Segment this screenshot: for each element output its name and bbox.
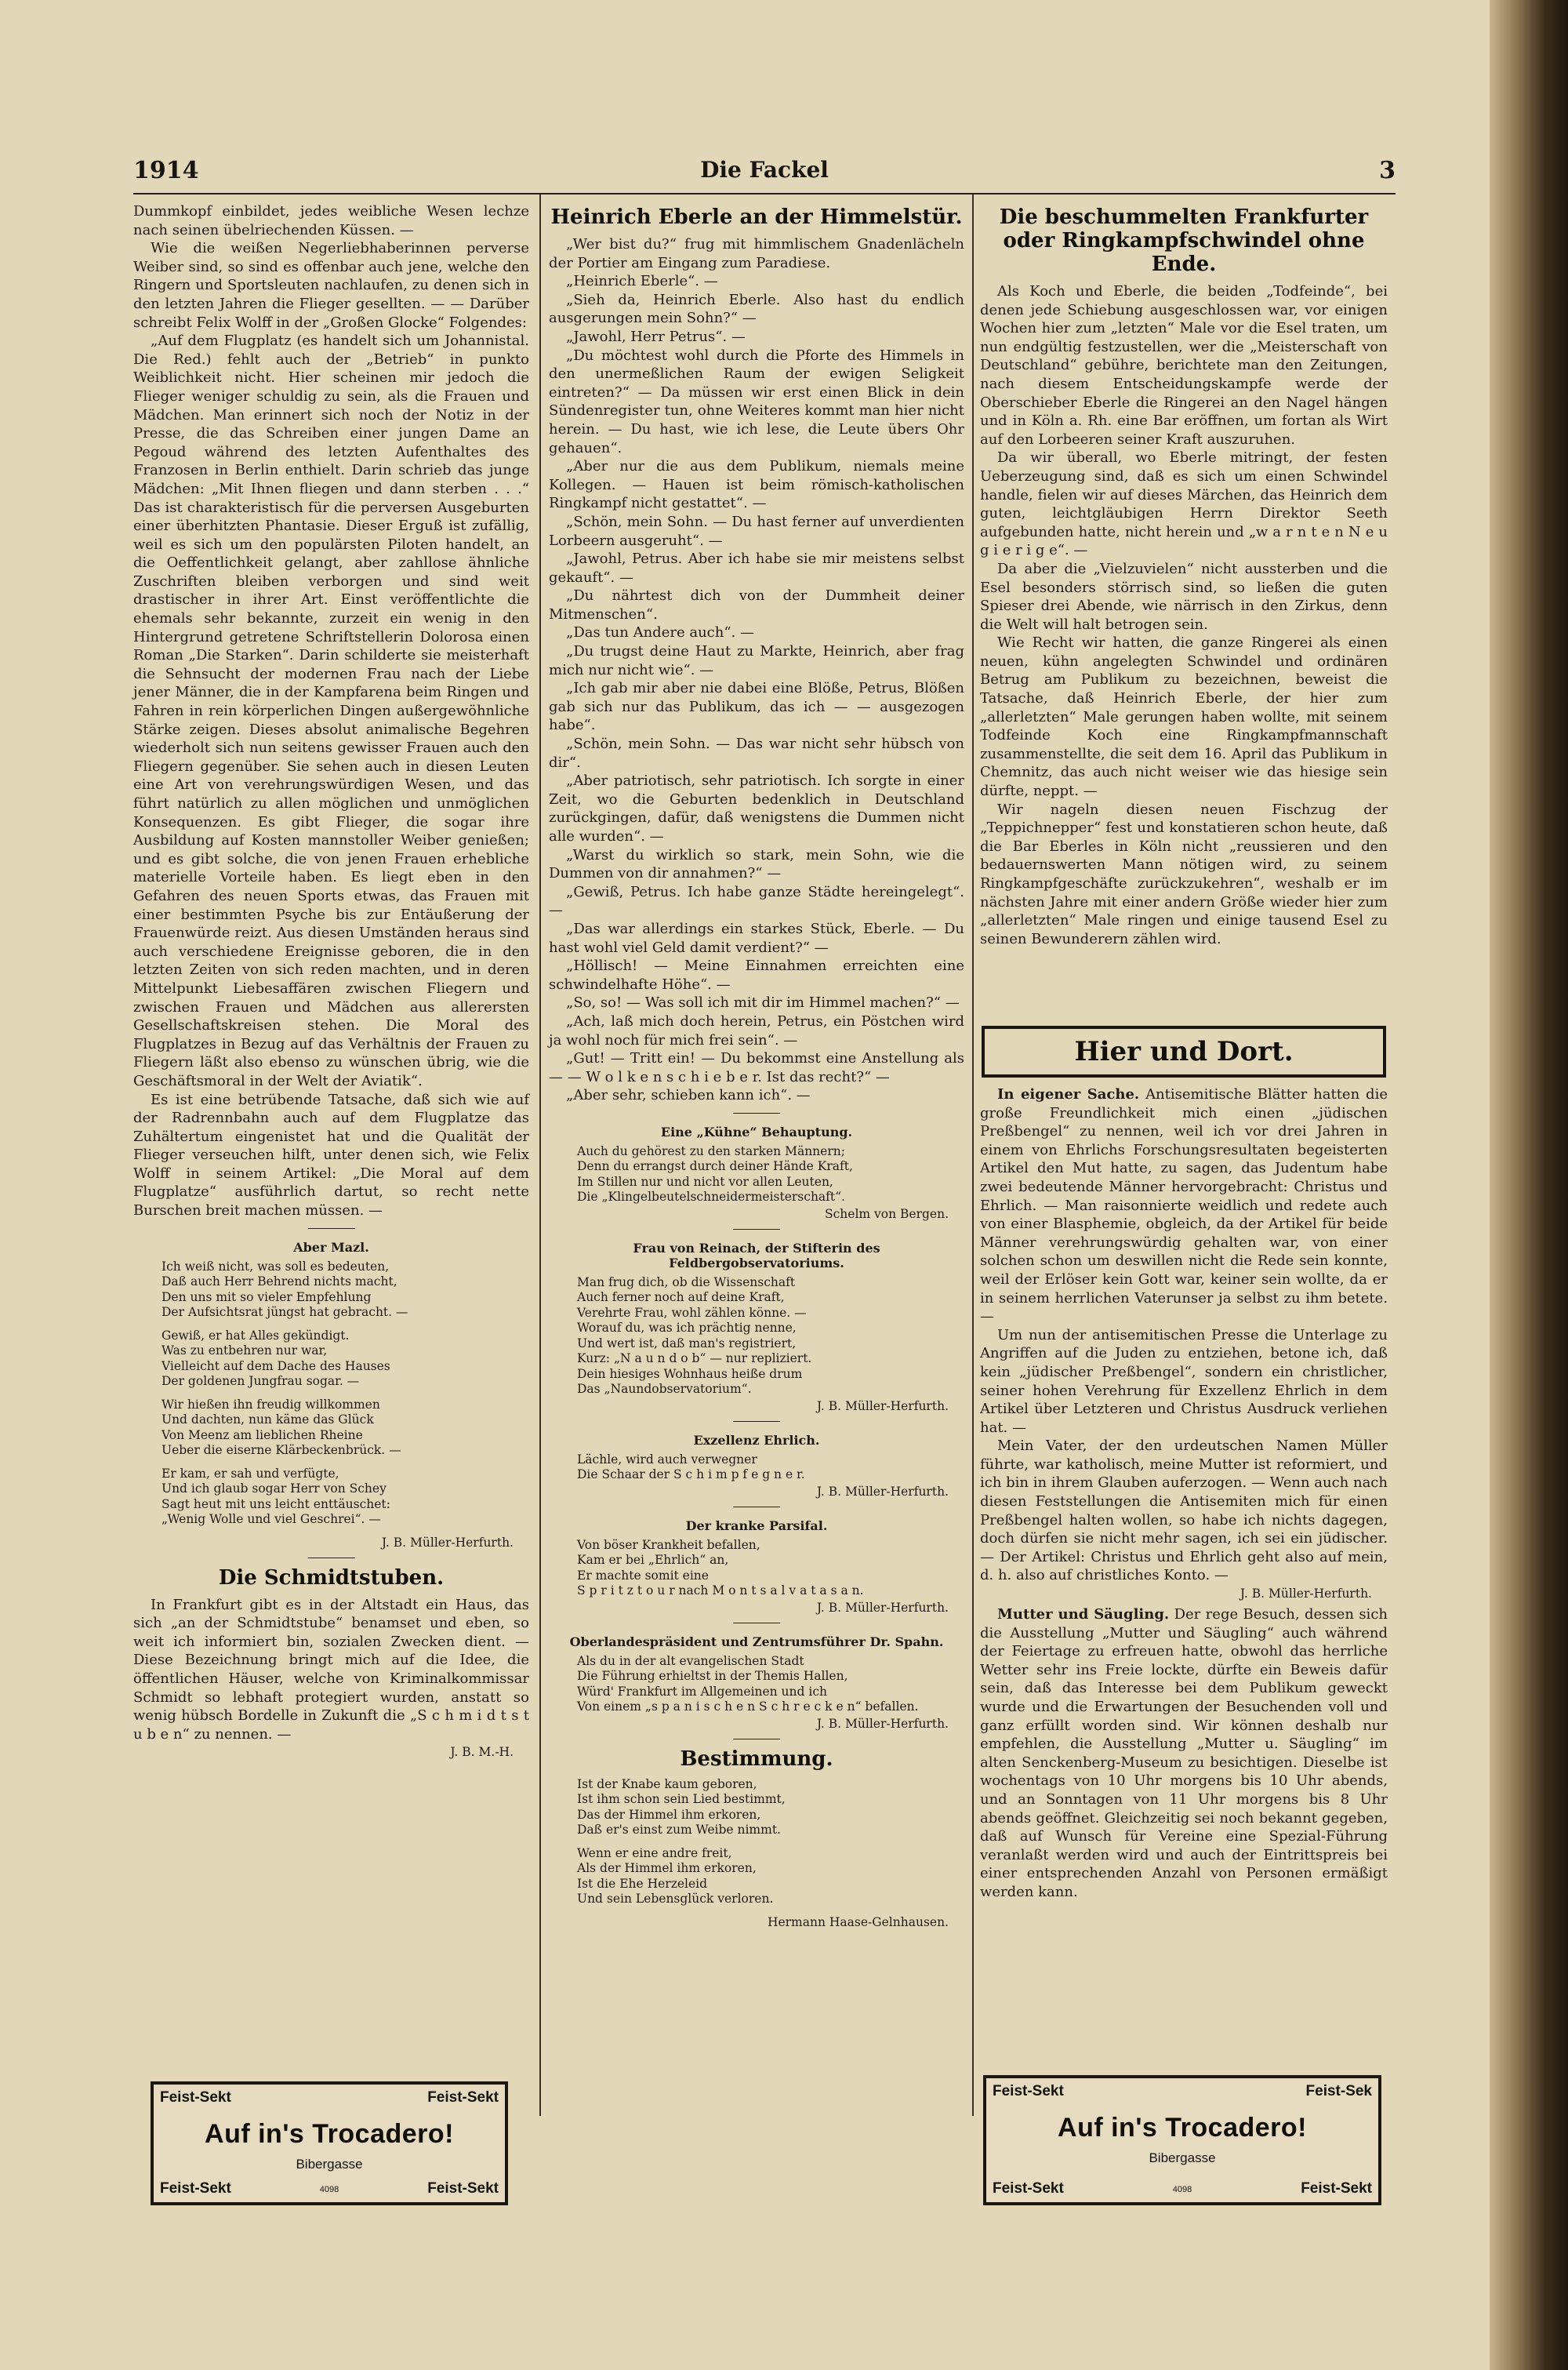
column-separator [972,194,974,2116]
book-spine [1490,0,1568,2370]
paragraph: Es ist eine betrübende Tatsache, daß sich wie auf der Radrennbahn auch auf dem Flugplatze das Zuhältertum eingenistet hat und die Qualität der Flieger verseuchen hilft, unter denen sich, wie Felix Wolff in seinem Artikel: „Die Moral auf dem Flugplatze“ ausführlich dartut, so recht nette Burschen breit machen müssen. — [133,1091,529,1220]
poem-line: Das der Himmel ihm erkoren, [577,1807,761,1822]
dialogue-line: „Aber nur die aus dem Publikum, niemals meine Kollegen. — Hauen ist beim römisch-katholischen Ringkampf nicht gestattet“. — [549,458,964,512]
stanza [162,1398,529,1459]
dialogue-line: „Wer bist du?“ frug mit himmlischem Gnadenlächeln der Portier am Eingang zum Paradiese. [549,236,964,271]
section-title: Hier und Dort. [982,1026,1386,1078]
poem-line: Wir hießen ihn freudig willkommen [162,1397,380,1412]
ad-corner-text: Feist-Sekt [1301,2180,1372,2197]
article-title: Die beschummelten Frankfurter oder Ringkampfschwindel ohne Ende. [999,205,1369,276]
poem-title: Der kranke Parsifal. [685,1518,828,1533]
dialogue-line: „Du möchtest wohl durch die Pforte des Himmels in den unermeßlichen Raum der ewigen Seligkeit eintreten?“ — Da müssen wir erst einen Blick in dein Sündenregister tun, ohne Weiteres kommt man hier nicht herein. — Du hast, wie ich lese, die Leute übers Ohr gehauen“. [549,347,964,456]
poem-line: Von Meenz am lieblichen Rheine [162,1427,363,1442]
poem-line: Lächle, wird auch verwegner [577,1452,757,1467]
poem-line: Die „Klingelbeutelschneidermeisterschaft“. [577,1190,845,1205]
poem-line: Man frug dich, ob die Wissenschaft [577,1274,796,1289]
dialogue-line: „Ach, laß mich doch herein, Petrus, ein Pöstchen wird ja wohl noch für mich frei sein“. — [549,1012,964,1049]
dialogue-line: „Jawohl, Petrus. Aber ich habe sie mir meistens selbst gekauft“. — [549,551,964,586]
signature: J. B. Müller-Herfurth. [816,1600,949,1615]
poem-line: Der Aufsichtsrat jüngst hat gebracht. — [162,1305,408,1320]
divider [733,1421,780,1422]
page-header [133,157,1396,188]
poem-line: Daß er's einst zum Weibe nimmt. [577,1823,781,1837]
advertisement [151,2081,508,2205]
poem-line: Was zu entbehren nur war, [162,1343,328,1358]
signature: J. B. Müller-Herfurth. [816,1716,949,1731]
poem-line: Sagt heut mit uns leicht enttäuschet: [162,1496,390,1511]
dialogue-line: „Das war allerdings ein starkes Stück, Eberle. — Du hast wohl viel Geld damit verdient?“ — [549,920,964,956]
poem [549,1538,964,1599]
dialogue-line: „Gut! — Tritt ein! — Du bekommst eine Anstellung als — — W o l k e n s c h i e b e r. Ist das recht?“ — [549,1050,964,1085]
paragraph: Wie die weißen Negerliebhaberinnen perverse Weiber sind, so sind es offenbar auch jene, welche den Ringern und Sportsleuten nachlaufen, zu denen sich in den letzten Jahren die Flieger gesellten. — — Darüber schreibt Felix Wolff in der „Großen Glocke“ Folgendes: [133,240,529,331]
signature: Hermann Haase-Gelnhausen. [767,1914,949,1929]
poem-line: Von böser Krankheit befallen, [577,1537,760,1552]
poem-line: Und wert ist, daß man's registriert, [577,1336,797,1350]
poem-title: Eine „Kühne“ Behauptung. [660,1124,853,1140]
paragraph: Da aber die „Vielzuvielen“ nicht aussterben und die Esel besonders störrisch sind, so ließen die guten Spieser drei Abende, wie närrisch in den Zirkus, denn die Welt will halt betrogen sein. [980,560,1388,633]
poem-title: Bestimmung. [680,1747,833,1771]
paragraph-text: Mein Vater, der den urdeutschen Namen Müller führte, war katholisch, meine Mutter ist reformiert, und ich bin in ihrem Glauben auferzogen. — Wenn auch nach diesen Feststellungen die Antisemiten mich für einen Preßbengel halten wollen, so habe ich nichts dagegen, doch dürfen sie nicht mehr sagen, ich sei ein jüdischer. — Der Artikel: Christus und Ehrlich geht also auf mein, d. h. also auf christliches Konto. — [980,1438,1388,1584]
article-title: Heinrich Eberle an der Himmelstür. [550,205,963,229]
poem-line: Vielleicht auf dem Dache des Hauses [162,1358,390,1373]
paragraph: Wie Recht wir hatten, die ganze Ringerei als einen neuen, kühn angelegten Schwindel und ordinären Betrug am Publikum zu bezeichnen, beweist die Tatsache, daß Heinrich Eberle, der hier zum „allerletzten“ Male gerungen haben wollte, mit seinem Todfeinde Koch eine Ringkampfmannschaft zusammenstellte, die seit dem 16. April das Publikum in Chemnitz, das auch nicht weiser wie das hiesige sein dürfte, neppt. — [980,634,1388,800]
signature: J. B. Müller-Herfurth. [1240,1587,1372,1601]
poem [549,1654,964,1715]
paragraph [980,1085,1388,1326]
column-2 [549,202,964,2116]
ad-corner-text: Feist-Sekt [427,2089,499,2106]
poem-line: Ist die Ehe Herzeleid [577,1876,708,1891]
ad-corner-text: Feist-Sekt [993,2083,1064,2099]
poem-line: Er kam, er sah und verfügte, [162,1466,339,1481]
signature: Schelm von Bergen. [824,1206,949,1221]
poem-line: Und ich glaub sogar Herr von Schey [162,1481,387,1496]
paragraph: Wir nageln diesen neuen Fischzug der „Teppichnepper“ fest und konstatieren schon heute, daß die Bar Eberles in Köln nicht „reussieren und den bedauernswerten Mann nötigen wird, zu seinem Ringkampfgeschäfte zurückzukehren“, weshalb er im nächsten Jahre mit einer andern Größe wieder hier zum „allerletzten“ Male ringen und einige tausend Esel zu seinen Bewunderern zählen wird. [980,801,1388,947]
paragraph: Als Koch und Eberle, die beiden „Todfeinde“, bei denen jede Schiebung ausgeschlossen war, vor einigen Wochen hier zum „letzten“ Male vor die Esel traten, um nun endgültig festzustellen, wer die „Meisterschaft von Deutschland“ gebühre, berichtete man den Zeitungen, nach diesem Entscheidungskampfe werde der Oberschieber Eberle die Ringerei an den Nagel hängen und in Köln a. Rh. eine Bar eröffnen, um fortan als Wirt auf den Lorbeeren seiner Kraft auszuruhen. [980,283,1388,448]
dialogue-line: „Sieh da, Heinrich Eberle. Also hast du endlich ausgerungen mein Sohn?“ — [549,291,964,327]
poem-line: Kam er bei „Ehrlich“ an, [577,1553,729,1568]
paragraph [980,1437,1388,1585]
ad-subline: Bibergasse [1149,2150,1216,2165]
dialogue-line: „So, so! — Was soll ich mit dir im Himmel machen?“ — [566,994,960,1012]
ad-headline: Auf in's Trocadero! [1058,2113,1307,2143]
paragraph: Dummkopf einbildet, jedes weibliche Wesen lechze nach seinen übelriechenden Küssen. — [133,203,529,238]
dialogue-line: „Schön, mein Sohn. — Das war nicht sehr hübsch von dir“. [549,736,964,771]
signature: J. B. Müller-Herfurth. [381,1535,514,1550]
poem [549,1144,964,1205]
header-page-number: 3 [1379,157,1396,184]
paragraph: In Frankfurt gibt es in der Altstadt ein Haus, das sich „an der Schmidtstube“ benamset und eben, so weit ich informiert bin, sozialen Zwecken dient. — Diese Bezeichnung bringt mich auf die Idee, die öffentlichen Häuser, welche von Kriminalkommissar Schmidt so lebhaft protegiert wurden, anstatt so wenig hübsch Bordelle in Zukunft die „S c h m i d t s t u b e n“ zu nennen. — [133,1596,529,1743]
poem-line: Die Schaar der S c h i m p f e g n e r. [577,1467,805,1482]
poem-line: Würd' Frankfurt im Allgemeinen und ich [577,1684,827,1699]
poem-title: Exzellenz Ehrlich. [693,1432,820,1448]
ad-corner-text: Feist-Sekt [993,2180,1064,2197]
header-year: 1914 [133,157,199,184]
stanza [577,1846,964,1907]
dialogue-line: „Ich gab mir aber nie dabei eine Blöße, Petrus, Blößen gab sich nur das Publikum, das ich — — ausgezogen habe“. [549,680,964,734]
ad-number: 4098 [1172,2185,1192,2194]
poem-line: Im Stillen nur und nicht vor allen Leuten, [577,1174,833,1189]
stanza [577,1777,964,1838]
ad-corner-text: Feist-Sekt [160,2180,231,2197]
paragraph: „Auf dem Flugplatz (es handelt sich um Johannistal. Die Red.) fehlt auch der „Betrieb“ in punkto Weiblichkeit nicht. Hier scheinen mir jedoch die Flieger weniger schuldig zu sein, als die Frauen und Mädchen. Man erinnert sich noch der Notiz in der Presse, die das Schreiben einer jungen Dame an Pegoud während des letzten Aufenthaltes des Franzosen in Berlin enthielt. Darin schrieb das junge Mädchen: „Mit Ihnen fliegen und dann sterben . . .“ Das ist charakteristisch für die perversen Ausgeburten einer überhitzten Phantasie. Dieser Erguß ist zufällig, weil es sich um den populärsten Piloten handelt, an die Oeffentlichkeit gelangt, aber zahllose ähnliche Zuschriften bleiben verborgen und sind weit drastischer in ihrer Art. Einst veröffentlichte die ehemals sehr bekannte, zurzeit ein wenig in den Hintergrund getretene Schriftstellerin Dolorosa einen Roman „Die Starken“. Darin schilderte sie meisterhaft die Sehnsucht der modernen Frau nach der Liebe jener Männer, die in der Kampfarena beim Ringen und Fahren in rein körperlichen Dingen außergewöhnliche Stärke zeigen. Dieses absolut animalische Begehren wiederholt sich nun seitens gewisser Frauen auch den Fliegern gegenüber. Sie sehen auch in diesen Leuten eine Art von verehrungswürdigen Wesen, und das führt natürlich zu allen möglichen und unmöglichen Konsequenzen. Es gibt Flieger, die sogar ihre Ausbildung auf Kosten mannstoller Weiber genießen; und es gibt solche, die von jenen Frauen erhebliche materielle Vorteile haben. Es liegt eben in den Gefahren des neuen Sports etwas, das Frauen mit einer bestimmten Psyche bis zur Entäußerung der Frauenwürde reizt. Aus diesen Umständen heraus sind auch verschiedene Ereignisse geboren, die in den letzten Zeiten von sich reden machten, und in deren Mittelpunkt Liebesaffären zwischen Fliegern und zwischen Frauen und Mädchen aus allerersten Gesellschaftskreisen stehen. Die Moral des Flugplatzes in Bezug auf das Verhältnis der Frauen zu Fliegern läßt also ebenso zu wünschen übrig, wie die Geschäftsmoral in der Welt der Aviatik“. [133,333,529,1089]
article-title: Die Schmidtstuben. [218,1565,445,1590]
paragraph [980,1326,1388,1438]
poem-line: „Wenig Wolle und viel Geschrei“. — [162,1512,381,1527]
poem-line: S p r i t z t o u r nach M o n t s a l v a t a s a n. [577,1583,864,1598]
divider [308,1228,355,1229]
ad-corner-text: Feist-Sek [1305,2083,1372,2099]
poem-title: Oberlandespräsident und Zentrumsführer Dr. Spahn. [569,1634,944,1649]
poem-line: Auch ferner noch auf deine Kraft, [577,1290,785,1305]
poem-line: Gewiß, er hat Alles gekündigt. [162,1328,350,1343]
poem [133,1260,529,1528]
poem-line: Der goldenen Jungfrau sogar. — [162,1374,360,1389]
divider [733,1229,780,1230]
dialogue-line: „Höllisch! — Meine Einnahmen erreichten eine schwindelhafte Höhe“. — [549,958,964,993]
advertisement [983,2075,1381,2205]
dialogue-line: „Du trugst deine Haut zu Markte, Heinrich, aber frag mich nur nicht wie“. — [549,643,964,678]
paragraph-lead: Mutter und Säugling. [997,1606,1170,1623]
poem-line: Das „Naundobservatorium“. [577,1382,752,1397]
poem-line: Als der Himmel ihm erkoren, [577,1861,757,1876]
dialogue-line: „Du nährtest dich von der Dummheit deiner Mitmenschen“. [549,587,964,623]
paragraph [980,1605,1388,1902]
poem-line: Und sein Lebensglück verloren. [577,1892,774,1907]
poem-line: Von einem „s p a n i s c h e n S c h r e c k e n“ befallen. [577,1699,919,1714]
poem-line: Kurz: „N a u n d o b“ — nur repliziert. [577,1351,812,1366]
poem [549,1275,964,1398]
signature: J. B. Müller-Herfurth. [816,1484,949,1499]
ad-subline: Bibergasse [296,2157,363,2172]
signature: J. B. Müller-Herfurth. [816,1398,949,1413]
poem-line: Worauf du, was ich prächtig nenne, [577,1321,797,1336]
section-body [980,1085,1388,2066]
poem-line: Ich weiß nicht, was soll es bedeuten, [162,1259,390,1274]
stanza [162,1260,529,1321]
dialogue-line: „Jawohl, Herr Petrus“. — [566,328,746,345]
dialogue-line: „Das tun Andere auch“. — [566,624,754,642]
stanza [162,1329,529,1390]
dialogue-line: „Schön, mein Sohn. — Du hast ferner auf unverdienten Lorbeern ausgeruht“. — [549,513,964,549]
poem-line: Ist der Knabe kaum geboren, [577,1776,757,1791]
ad-corner-text: Feist-Sekt [427,2180,499,2197]
header-title: Die Fackel [700,157,829,183]
ad-corner-text: Feist-Sekt [160,2089,231,2106]
header-rule [133,193,1396,194]
poem-title: Frau von Reinach, der Stifterin des Feldbergobservatoriums. [633,1240,880,1270]
poem-line: Denn du errangst durch deiner Hände Kraft, [577,1159,853,1174]
poem-line: Ueber die eiserne Klärbeckenbrück. — [162,1443,401,1458]
divider [733,1113,780,1114]
poem-line: Er machte somit eine [577,1568,709,1583]
poem-line: Dein hiesiges Wohnhaus heiße drum [577,1366,803,1381]
paragraph-text: Um nun der antisemitischen Presse die Unterlage zu Angriffen auf die Juden zu entziehen, betone ich, daß kein „jüdischer Preßbengel“, sondern ein christlicher, seiner hohen Verehrung für Exzellenz Ehrlich in dem Artikel über Letzteren und Christus Ausdruck verliehen hat. — [980,1326,1388,1436]
signature: J. B. M.-H. [450,1745,514,1760]
poem-line: Auch du gehörest zu den starken Männern; [577,1143,845,1158]
poem [549,1777,964,1907]
paragraph-lead: In eigener Sache. [997,1086,1140,1103]
ad-number: 4098 [319,2185,339,2194]
poem-line: Ist ihm schon sein Lied bestimmt, [577,1792,786,1807]
poem-title: Aber Mazl. [293,1239,369,1255]
dialogue-line: „Aber patriotisch, sehr patriotisch. Ich sorgte in einer Zeit, wo die Geburten bedenklich in Deutschland zurückgingen, dafür, daß wenigstens die Dummen nicht alle wurden“. — [549,772,964,845]
poem-line: Den uns mit so vieler Empfehlung [162,1289,372,1304]
dialogue [549,235,964,1105]
column-separator [539,194,541,2116]
poem-line: Die Führung erhieltst in der Themis Hallen, [577,1669,848,1684]
poem-line: Wenn er eine andre freit, [577,1845,732,1860]
stanza [162,1467,529,1528]
poem [549,1452,964,1483]
poem-line: Als du in der alt evangelischen Stadt [577,1653,804,1668]
ad-headline: Auf in's Trocadero! [205,2119,454,2149]
poem-line: Verehrte Frau, wohl zählen könne. — [577,1305,807,1320]
paragraph: Da wir überall, wo Eberle mitringt, der festen Ueberzeugung sind, daß es sich um einen Schwindel handle, fielen wir auf dieses Märchen, das Heinrich dem guten, leichtgläubigen Herrn Direktor Seeth aufgebunden hatte, nicht herein und „w a r n t e n N e u g i e r i g e“. — [980,449,1388,559]
poem-line: Daß auch Herr Behrend nichts macht, [162,1274,397,1289]
paragraph-text: Der rege Besuch, dessen sich die Ausstellung „Mutter und Säugling“ auch während der Feiertage zu erfreuen hatte, obwohl das herrliche Wetter sehr ins Freie lockte, dürfte ein Beweis dafür sein, daß das Interesse bei dem Publikum geweckt wurde und die Erwartungen der Besuchenden voll und ganz erfüllt worden sind. Wir können deshalb nur empfehlen, die Ausstellung „Mutter u. Säugling“ im alten Senckenberg-Museum zu besichtigen. Dieselbe ist wochentags von 10 Uhr morgens bis 10 Uhr abends, und an Sonntagen von 11 Uhr morgens bis 8 Uhr abends geöffnet. Gleichzeitig sei noch bekannt gegeben, daß auf Wunsch für Vereine eine Spezial-Führung veranlaßt werden wird und auch der Eintrittspreis bei einer entsprechenden Anzahl von Personen ermäßigt werden kann. [980,1606,1388,1900]
column-1 [133,202,529,2116]
dialogue-line: „Heinrich Eberle“. — [566,273,718,290]
poem-line: Und dachten, nun käme das Glück [162,1412,374,1427]
dialogue-line: „Gewiß, Petrus. Ich habe ganze Städte hereingelegt“. — [549,883,964,919]
paragraph-text: Antisemitische Blätter hatten die große Freundlichkeit mich einen „jüdischen Preßbengel“ zu nennen, weil ich vor drei Jahren in einem von Ehrlichs Forschungsresultaten begeisterten Artikel den Mut hatte, zu sagen, das Judentum habe zwei bedeutende Männer hervorgebracht: Christus und Ehrlich. — Man raisonnierte weidlich und redete auch von einer Blasphemie, obgleich, da der Artikel für beide Männer verehrungswürdig gehalten war, von einer solchen schon um deswillen nicht die Rede sein konnte, weil der Erlöser kein Gott war, keiner sein wollte, da er in seinem herrlichen Vaterunser ja selbst zu ihm betete. — [980,1086,1388,1325]
dialogue-line: „Aber sehr, schieben kann ich“. — [566,1087,811,1104]
dialogue-line: „Warst du wirklich so stark, mein Sohn, wie die Dummen von dir annahmen?“ — [549,846,964,882]
